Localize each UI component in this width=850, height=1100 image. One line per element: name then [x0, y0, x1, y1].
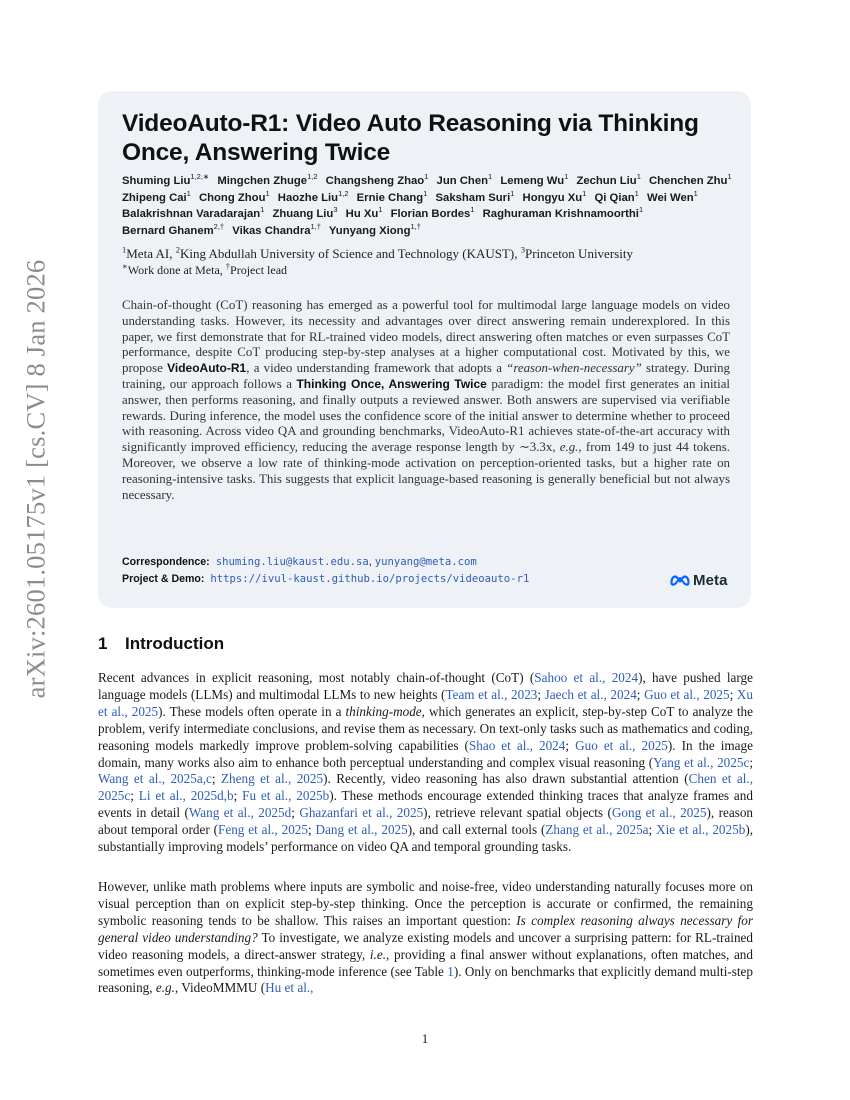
project-label: Project & Demo:	[122, 573, 205, 585]
text-run: However, unlike math problems where inputs are symbolic and noise-free, video understanding naturally focuses more on visual perception than on explicit step-by-step thinking. Once the perception is accurate or confirmed, the remaining symbolic reasoning tends to be shallow. This raises an important question:	[98, 879, 753, 928]
author-affiliation-marker: 1,2,∗	[190, 172, 210, 182]
author-entry	[122, 172, 210, 187]
author-name: Wei Wen	[646, 191, 694, 204]
author-name: Jun Chen	[436, 175, 488, 187]
text-run: ;	[233, 788, 243, 804]
italic-text: e.g.	[559, 440, 579, 455]
author-name: Hu Xu	[345, 208, 379, 221]
citation-link[interactable]: Shao et al., 2024	[468, 737, 566, 753]
page-number: 1	[421, 1031, 429, 1046]
text-run: ;	[291, 805, 300, 821]
author-affiliation-marker: 1	[634, 188, 639, 198]
text-run: ;	[565, 737, 576, 753]
intro-paragraph-1	[98, 670, 753, 856]
author-entry	[436, 172, 493, 187]
text-run: Chain-of-thought (CoT) reasoning has emerged as a powerful tool for multimodal large language models on video understanding tasks. However, its necessity and advantages over direct answering remain underexplored. In this paper, we first demonstrate that for RL-trained video models, direct answering often matches or even surpasses CoT performance, despite CoT producing step-by-step analyses at a higher computational cost. Motivated by this, we propose	[122, 298, 730, 376]
affiliation-marker: 3	[520, 244, 525, 255]
author-entry	[576, 172, 641, 187]
author-name: Bernard Ghanem	[122, 224, 214, 237]
text-run: ), retrieve relevant spatial objects (	[423, 805, 612, 821]
author-list	[122, 173, 744, 239]
meta-logo	[669, 570, 728, 590]
correspondence-line	[122, 554, 732, 571]
text-run: ). Recently, video reasoning has also drawn substantial attention (	[323, 771, 689, 787]
author-entry	[272, 205, 338, 221]
author-affiliation-marker: 1	[564, 172, 569, 182]
citation-link[interactable]: Wang et al., 2025d	[188, 805, 292, 821]
italic-text: Is complex reasoning always necessary for general video understanding?	[98, 912, 753, 945]
meta-logo-text: Meta	[693, 571, 728, 589]
email-separator: ,	[368, 556, 375, 568]
paper-title: VideoAuto-R1: Video Auto Reasoning via Thinking Once, Answering Twice	[122, 110, 699, 166]
text-run: ;	[537, 686, 545, 702]
author-affiliation-marker: 1	[378, 205, 383, 215]
author-entry	[325, 172, 429, 187]
email-link-secondary[interactable]: yunyang@meta.com	[374, 556, 477, 568]
arxiv-identifier-stamp	[16, 259, 56, 699]
author-name: Saksham Suri	[435, 191, 511, 204]
author-affiliation-marker: 1	[638, 205, 644, 215]
affiliation-text: Princeton University	[524, 246, 633, 261]
abstract	[122, 298, 730, 503]
author-name: Raghuraman Krishnamoorthi	[482, 208, 639, 221]
author-entry	[482, 205, 644, 221]
author-affiliation-marker: 1	[423, 188, 428, 198]
citation-link[interactable]: Chen et al., 2025c	[98, 771, 753, 804]
citation-link[interactable]: Dang et al., 2025	[315, 822, 408, 838]
author-name: Changsheng Zhao	[325, 175, 425, 187]
author-entry	[649, 172, 732, 187]
author-name: Hongyu Xu	[522, 191, 583, 204]
citation-link[interactable]: Team et al., 2023	[445, 686, 538, 702]
author-affiliation-marker: 1	[186, 188, 191, 198]
text-run: ). In the image domain, many works also aim to enhance both perceptual understanding and complex visual reasoning (	[98, 737, 753, 770]
author-name: Zhuang Liu	[272, 208, 334, 221]
author-note-marker: ∗	[122, 261, 128, 271]
citation-link[interactable]: Xie et al., 2025b	[656, 822, 746, 838]
author-affiliation-marker: 1	[693, 188, 698, 198]
intro-paragraph-2	[98, 879, 753, 997]
citation-link[interactable]: Guo et al., 2025	[644, 686, 730, 702]
citation-link[interactable]: Feng et al., 2025	[218, 822, 308, 838]
citation-link[interactable]: Zhang et al., 2025a	[545, 822, 649, 838]
section-title: Introduction	[125, 634, 225, 653]
author-affiliation-marker: 1	[424, 172, 429, 182]
author-affiliation-marker: 1	[488, 172, 493, 182]
author-entry	[500, 172, 569, 187]
author-affiliation-marker: 1,2	[338, 188, 349, 198]
text-run: , providing a final answer without explanations, often matches, and sometimes even outperforms, thinking-mode inference (see Table	[98, 946, 753, 979]
author-affiliation-marker: 1,†	[310, 222, 321, 232]
author-note-text: Work done at Meta,	[127, 263, 226, 277]
text-run: ;	[130, 788, 139, 804]
author-note-text: Project lead	[230, 263, 288, 277]
author-entry	[232, 222, 321, 237]
italic-text: “reason-when-necessary”	[506, 361, 642, 376]
correspondence-label: Correspondence:	[122, 556, 210, 568]
email-link-primary[interactable]: shuming.liu@kaust.edu.sa	[215, 556, 369, 568]
citation-link[interactable]: Gong et al., 2025	[611, 805, 707, 821]
citation-link[interactable]: Li et al., 2025d,b	[138, 788, 234, 804]
author-entry	[522, 188, 587, 204]
text-run: ;	[211, 771, 221, 787]
text-run: ), have pushed large language models (LLMs) and multimodal LLMs to new heights (	[98, 670, 753, 702]
author-name: Vikas Chandra	[232, 224, 311, 237]
author-affiliation-marker: 1	[727, 172, 732, 182]
correspondence-block	[122, 554, 732, 588]
text-run: ). These models often operate in a	[158, 703, 346, 719]
text-run: ;	[308, 822, 316, 838]
text-run: ;	[636, 686, 645, 702]
author-affiliation-marker: 1,†	[410, 222, 421, 232]
section-number: 1	[98, 634, 108, 653]
bold-term: Thinking Once, Answering Twice	[296, 376, 487, 391]
author-entry	[122, 222, 225, 237]
author-affiliation-marker: 1	[265, 188, 270, 198]
author-affiliation-marker: 3	[333, 205, 338, 215]
author-name: Chenchen Zhu	[649, 175, 728, 187]
citation-link[interactable]: Zheng et al., 2025	[220, 771, 324, 787]
citation-link[interactable]: 1	[447, 963, 454, 979]
text-run: ;	[729, 686, 737, 702]
text-run: strategy. During training, our approach follows a	[122, 361, 730, 391]
author-name: Zechun Liu	[576, 175, 637, 187]
author-affiliation-marker: 1	[582, 188, 587, 198]
author-affiliation-marker: 1	[470, 205, 475, 215]
citation-link[interactable]: Fu et al., 2025b	[242, 788, 330, 804]
author-entry	[198, 188, 270, 204]
citation-link[interactable]: Hu et al.,	[265, 980, 314, 996]
author-name: Shuming Liu	[122, 175, 191, 187]
author-name: Ernie Chang	[356, 191, 424, 204]
affiliation-marker: 2	[175, 244, 180, 255]
bold-term: VideoAuto-R1	[167, 361, 247, 376]
affiliation-marker: 1	[122, 244, 127, 255]
meta-infinity-icon	[669, 573, 691, 587]
author-entry	[435, 188, 515, 204]
affiliation-line	[122, 245, 744, 262]
project-url-link[interactable]: https://ivul-kaust.github.io/projects/videoauto-r1	[210, 573, 530, 585]
author-entry	[217, 172, 318, 187]
text-run: ). These methods encourage extended thinking traces that analyze frames and events in detail (	[98, 788, 753, 821]
author-entry	[122, 188, 191, 204]
text-run: ), and call external tools (	[407, 822, 546, 838]
author-affiliation-marker: 1	[636, 172, 641, 182]
author-entry	[594, 188, 639, 204]
text-run: ;	[749, 754, 753, 770]
project-line	[122, 571, 732, 588]
author-note-marker: †	[225, 261, 231, 271]
author-notes	[122, 262, 744, 279]
affiliation-text: King Abdullah University of Science and Technology (KAUST),	[179, 246, 521, 261]
author-entry	[328, 222, 421, 237]
author-entry	[356, 188, 428, 204]
italic-text: e.g.	[155, 980, 175, 996]
citation-link[interactable]: Guo et al., 2025	[575, 737, 668, 753]
author-entry	[390, 205, 475, 221]
text-run: ), substantially improving models’ performance on video QA and temporal grounding tasks.	[98, 822, 754, 855]
author-entry	[122, 205, 265, 221]
author-name: Qi Qian	[594, 191, 635, 204]
author-name: Yunyang Xiong	[328, 224, 411, 237]
italic-text: i.e.	[369, 946, 386, 962]
citation-link[interactable]: Sahoo et al., 2024	[534, 670, 639, 685]
italic-text: thinking-mode	[345, 703, 422, 719]
text-run: , a video understanding framework that adopts a	[246, 361, 507, 376]
author-affiliation-marker: 1,2	[307, 172, 318, 182]
author-name: Florian Bordes	[390, 208, 471, 221]
text-run: Recent advances in explicit reasoning, most notably chain-of-thought (CoT) (	[98, 670, 535, 685]
text-run: To investigate, we analyze existing models and uncover a surprising pattern: for RL-trained video reasoning models, a direct-answer strategy,	[98, 929, 753, 962]
author-name: Lemeng Wu	[500, 175, 565, 187]
author-name: Mingchen Zhuge	[217, 175, 308, 187]
text-run: , from 149 to just 44 tokens. Moreover, we observe a low rate of thinking-mode activation on perception-oriented tasks, but a higher rate on reasoning-intensive tasks. This suggests that explicit language-based reasoning is generally beneficial but not always necessary.	[122, 440, 730, 502]
text-run: , which generates an explicit, step-by-step CoT to analyze the problem, verify intermediate conclusions, and revise them as necessary. On text-only tasks such as mathematics and coding, reasoning models markedly improve problem-solving capabilities (	[98, 703, 753, 753]
author-entry	[277, 188, 349, 204]
author-affiliation-marker: 2,†	[213, 222, 225, 232]
citation-link[interactable]: Wang et al., 2025a,c	[98, 771, 212, 787]
affiliations	[122, 245, 744, 279]
citation-link[interactable]: Xu et al., 2025	[98, 686, 754, 719]
author-affiliation-marker: 1	[260, 205, 265, 215]
author-name: Haozhe Liu	[277, 191, 339, 204]
citation-link[interactable]: Yang et al., 2025c	[653, 754, 750, 770]
affiliation-text: Meta AI,	[126, 246, 176, 261]
arxiv-stamp-text: arXiv:2601.05175v1 [cs.CV] 8 Jan 2026	[20, 259, 51, 699]
text-run: ;	[648, 822, 657, 838]
text-run: ). Only on benchmarks that explicitly demand multi-step reasoning,	[98, 963, 753, 996]
author-entry	[646, 188, 698, 204]
author-entry	[345, 205, 383, 221]
text-run: paradigm: the model first generates an initial answer, then performs reasoning, and finally outputs a reviewed answer. Both answers are supervised via verifiable rewards. During inference, the model uses the confidence score of the initial answer to determine whether to proceed with reasoning. Across video QA and grounding benchmarks, VideoAuto-R1 achieves state-of-the-art accuracy with significantly improved efficiency, reducing the average response length by ∼3.3x,	[122, 376, 731, 455]
author-name: Chong Zhou	[198, 191, 266, 204]
text-run: , VideoMMMU (	[174, 980, 266, 996]
text-run: ), reason about temporal order (	[98, 805, 754, 838]
author-name: Balakrishnan Varadarajan	[122, 208, 261, 221]
citation-link[interactable]: Jaech et al., 2024	[544, 686, 637, 702]
citation-link[interactable]: Ghazanfari et al., 2025	[299, 805, 424, 821]
author-affiliation-marker: 1	[510, 188, 515, 198]
author-name: Zhipeng Cai	[122, 191, 187, 204]
section-heading	[98, 634, 224, 654]
